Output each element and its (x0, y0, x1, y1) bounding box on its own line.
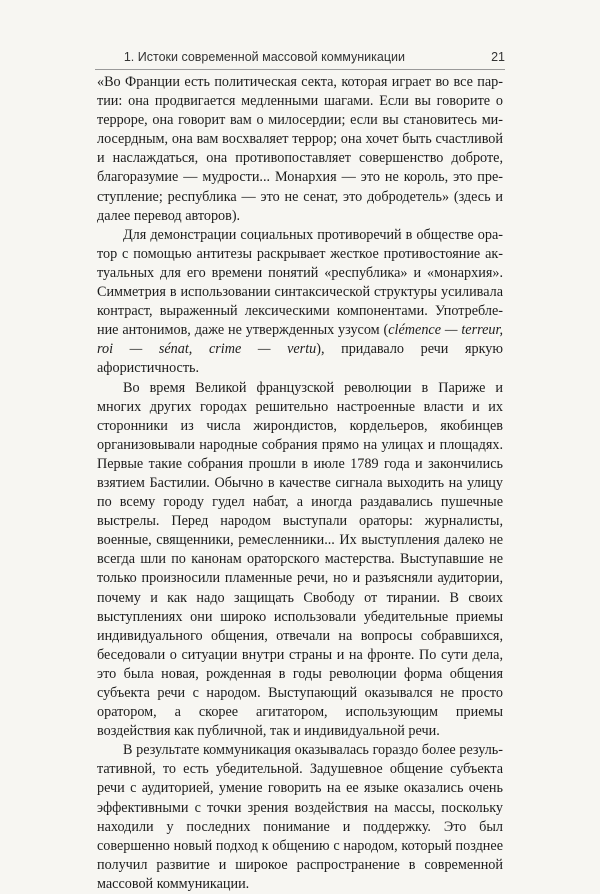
paragraph-quote (97, 73, 503, 226)
paragraph-result (97, 741, 503, 894)
body-text (97, 73, 503, 894)
running-header (95, 50, 505, 68)
french-examples: clémence — terreur, roi — sénat, crime — vertu (97, 322, 504, 358)
paragraph-text: В результате коммуникация оказывалась гораздо более результативной, то есть убедительной. Задушевное общение субъекта речи с аудиторией, умение говорить на ее языке оказались очень эффективными с точки зрения воздействия на массы, поскольку находили у последних понимание и поддержку. Это был совершенно новый подход к общению с народом, который позднее получил развитие и широкое распространение в современной массовой коммуникации. (97, 742, 503, 892)
paragraph-text: Для демонстрации социальных противоречий в обществе оратор с помощью антитезы раскрывает жесткое противостояние актуальных для его времени понятий «республика» и «монархия». Симметрия в использовании синтаксической структуры усиливала контраст, выраженный лексическими компонентами. Употребление антонимов, даже не утвержденных узусом ( (97, 226, 503, 339)
paragraph-revolution (97, 379, 503, 742)
paragraph-text: ), придавало речи яркую афористичность. (97, 341, 503, 377)
paragraph-text: Во время Великой французской революции в Париже и многих других городах решительно настроенные власти и их сторонники из числа жирондистов, кордельеров, якобинцев организовывали народные собрания прямо на улицах и площадях. Первые такие собрания прошли в июле 1789 года и закончились взятием Бастилии. Обычно в качестве сигнала выходить на улицу по всему городу гудел набат, а иногда раздавались пушечные выстрелы. Перед народом выступали ораторы: журналисты, военные, священники, ремесленники... Их выступления далеко не всегда шли по канонам ораторского мастерства. Выступавшие не только произносили пламенные речи, но и разъясняли аудитории, почему и как надо защищать Свободу от тирании. В своих выступлениях они широко использовали убедительные приемы индивидуального общения, отвечали на вопросы собравшихся, беседовали о ситуации внутри страны и на фронте. По сути дела, это была новая, рожденная в годы революции форма общения субъекта речи с народом. Выступающий оказывался не просто оратором, а скорее агитатором, использующим приемы воздействия как публичной, так и индивидуальной речи. (97, 379, 503, 740)
header-rule (95, 69, 505, 70)
quote-text: «Во Франции есть политическая секта, которая играет во все партии: она продвигается медленными шагами. Если вы говорите о терроре, она говорит вам о милосердии; если вы становитесь милосердным, она вам восхваляет террор; она хочет быть счастливой и наслаждаться, она противопоставляет совершенство доброте, благоразумие — мудрости... Монархия — это не король, это преступление; республика — это не сенат, это добродетель» (здесь и далее перевод авторов). (97, 74, 503, 224)
paragraph-antithesis (97, 226, 503, 379)
chapter-title: 1. Истоки современной массовой коммуникации (123, 50, 405, 64)
page-number: 21 (491, 50, 505, 64)
